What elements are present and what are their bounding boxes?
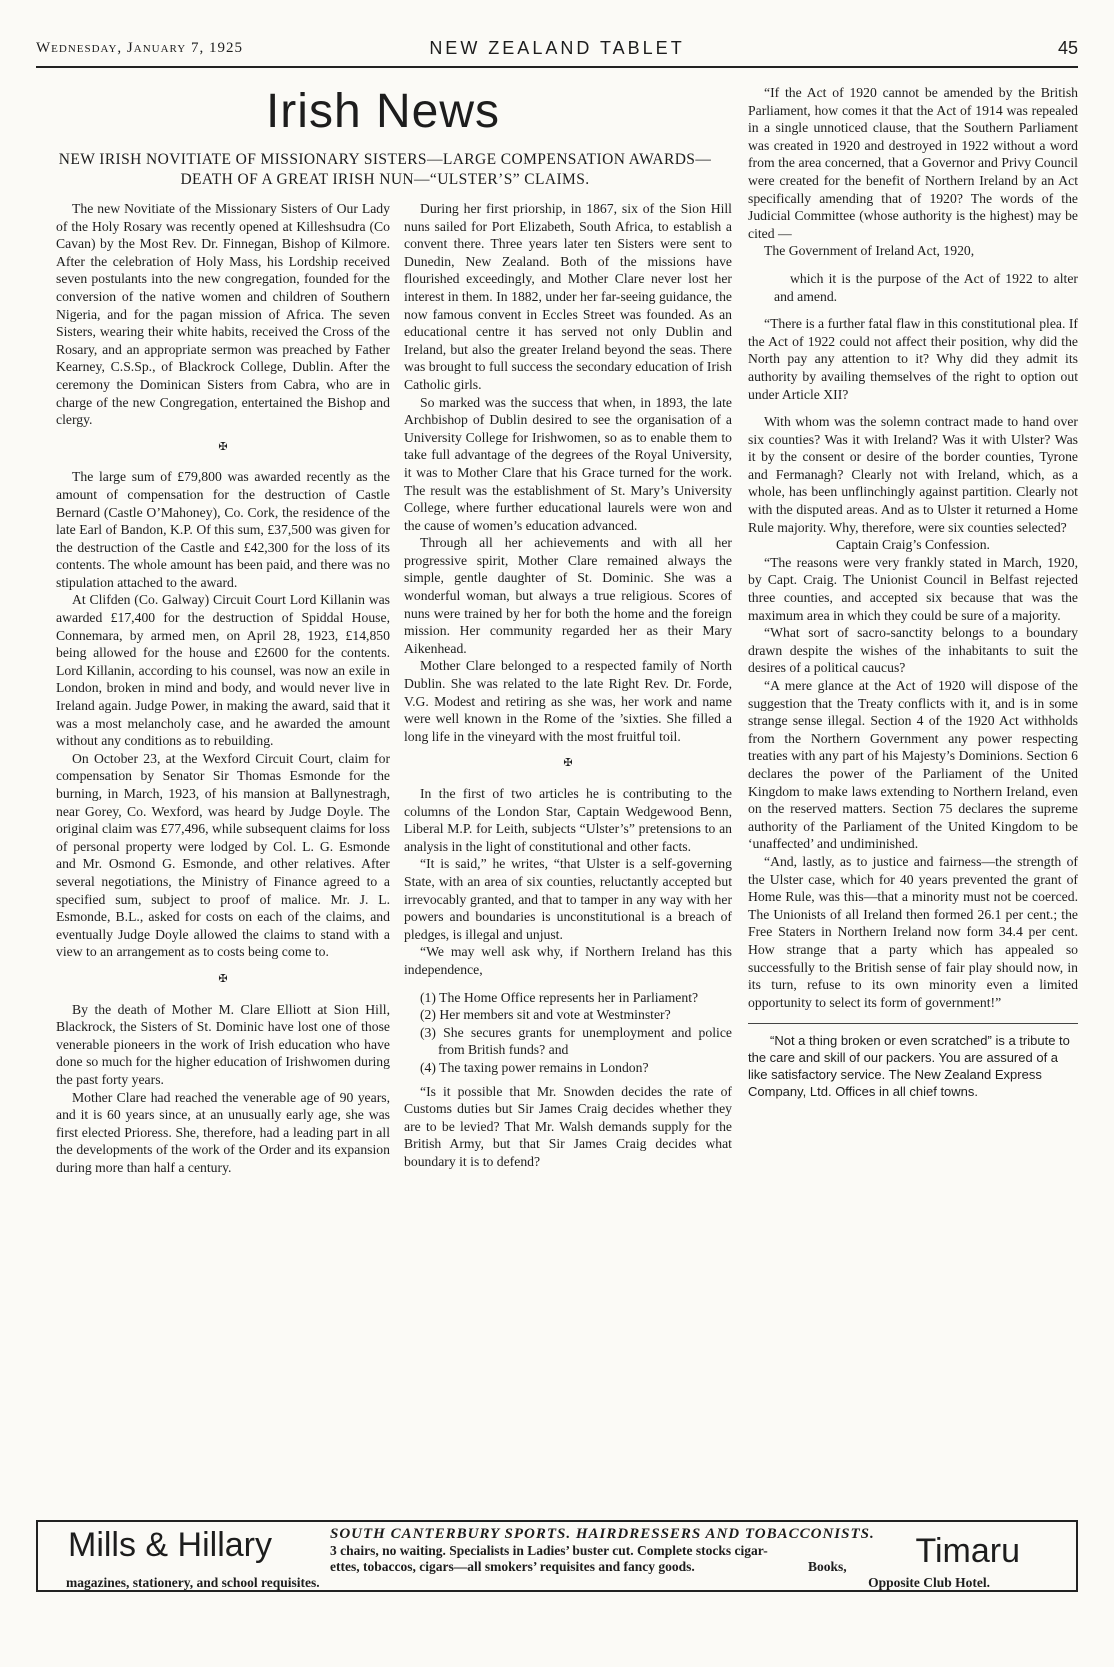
article-subtitle: NEW IRISH NOVITIATE OF MISSIONARY SISTERS—LARGE COMPENSATION AWARDS—DEATH OF A GREAT IRISH NUN—“ULSTER’S” CLAIMS. — [58, 151, 712, 188]
paragraph: In the first of two articles he is contributing to the columns of the London Star, Captain Wedgewood Benn, Liberal M.P. for Leith, subjects “Ulster’s” pretensions to an analysis in the light of constitutional and other facts. — [404, 786, 732, 854]
paragraph: “It is said,” he writes, “that Ulster is a self-governing State, with an area of six counties, reluctantly accepted but irrevocably granted, and that to tamper in any way with her powers and boundaries is unconstitutional is a breach of pledges, is illegal and unjust. — [404, 856, 732, 942]
paragraph: “The reasons were very frankly stated in March, 1920, by Capt. Craig. The Unionist Council in Belfast rejected three counties, and accepted six because that was the maximum area in which they could be sure of a majority. — [748, 554, 1078, 623]
column-2 — [404, 200, 732, 1170]
column-1 — [56, 200, 390, 1176]
page-number: 45 — [1057, 38, 1078, 58]
ornament-divider: ✠ — [218, 972, 228, 985]
advertisement — [36, 1520, 1078, 1592]
paragraph: The Government of Ireland Act, 1920, — [764, 243, 975, 259]
paragraph: “There is a further fatal flaw in this constitutional plea. If the Act of 1922 could not affect their position, why did the North pay any attention to it? Why did they admit its authority by availing themselves of the right to option out under Article XII? — [748, 316, 1078, 402]
page-header — [36, 36, 1078, 68]
paragraph: The large sum of £79,800 was awarded recently as the amount of compensation for the destruction of Castle Bernard (Castle O’Mahoney), Co. Cork, the residence of the late Earl of Bandon, K.P. Of this sum, £37,500 was given for the destruction of the Castle and £42,300 for the loss of its contents. The whole amount has been paid, and there was no stipulation attached to the award. — [56, 469, 390, 590]
quoted-clause: which it is the purpose of the Act of 1922 to alter and amend. — [774, 270, 1078, 304]
shipping-notice — [748, 1032, 1078, 1100]
paragraph: “And, lastly, as to justice and fairness—the strength of the Ulster case, which for 40 years prevented the grant of Home Rule, was this—that a minority must not be coerced. The Unionists of all Ireland then formed 26.1 per cent.; the Free Staters in Northern Ireland now form 34.4 per cent. How strange that a party which has appealed so successfully to the British sense of fair play should now, in its turn, refuse to its own minority even a limited opportunity to select its form of government!” — [748, 853, 1078, 1010]
article-title: Irish News — [265, 85, 501, 138]
list-item: (2) Her members sit and vote at Westminster? — [420, 1007, 671, 1023]
ad-town: Timaru — [915, 1532, 1020, 1570]
ornament-divider: ✠ — [563, 757, 573, 770]
ornament-divider: ✠ — [218, 440, 228, 453]
ad-headline: SOUTH CANTERBURY SPORTS. HAIRDRESSERS AND TOBACCONISTS. — [330, 1526, 875, 1542]
ad-line: magazines, stationery, and school requisites. — [66, 1575, 320, 1590]
ad-line: Books, — [808, 1559, 847, 1574]
paragraph: Mother Clare belonged to a respected family of North Dublin. She was related to the late Right Rev. Dr. Forde, V.G. Modest and retiring as she was, her work and name were well known in the Rome of the ’sixties. She filled a long life in the vineyard with the most fruitful toil. — [404, 658, 732, 744]
ad-address: Opposite Club Hotel. — [868, 1575, 990, 1590]
paragraph: On October 23, at the Wexford Circuit Court, claim for compensation by Senator Sir Thomas Esmonde for the burning, in March, 1923, of his mansion at Ballynestragh, near Gorey, Co. Wexford, was heard by Judge Doyle. The original claim was £77,496, while subsequent claims for loss of personal property were lodged by Col. L. G. Esmonde and Mr. Osmond G. Esmonde, and other relatives. After several negotiations, the Ministry of Finance agreed to a specified sum, subject to proof of malice. Mr. J. L. Esmonde, B.L., asked for costs on each of the claims, and eventually Judge Doyle allowed the claims to stand with a view to an arrangement as to costs being come to. — [56, 750, 390, 960]
paragraph: Through all her achievements and with all her progressive spirit, Mother Clare remained always the simple, gentle daughter of St. Dominic. She was a wonderful woman, but always a true religious. Scores of nuns were trained by her for both the home and the foreign mission. Her community regarded her as their Mary Aikenhead. — [404, 535, 732, 656]
paragraph: “What sort of sacro-sanctity belongs to a boundary drawn despite the wishes of the inhabitants to suit the desires of a political caucus? — [748, 625, 1078, 676]
ad-brand: Mills & Hillary — [68, 1526, 272, 1564]
section-heading: Captain Craig’s Confession. — [836, 537, 990, 553]
paragraph: With whom was the solemn contract made to hand over six counties? Was it with Ireland? Was it with Ulster? Was it by the consent or desire of the border counties, Tyrone and Fermanagh? Clearly not with Ireland, which, as a whole, has been unflinchingly against partition. Clearly not with the disputed areas. And as to Ulster it returned a Home Rule majority. Why, therefore, were six counties selected? — [748, 414, 1078, 535]
list-item: (4) The taxing power remains in London? — [420, 1059, 649, 1075]
paragraph: During her first priorship, in 1867, six of the Sion Hill nuns sailed for Port Elizabeth, South Africa, to establish a convent there. Three years later ten Sisters were sent to Dunedin, New Zealand. Both of the missions have flourished exceedingly, and Mother Clare never lost her interest in them. In 1882, under her far-seeing guidance, the now famous convent in Eccles Street was founded. As an educational centre it has served not only Dublin and Ireland, but also the greater Ireland beyond the seas. There was brought to full success the secondary education of Irish Catholic girls. — [404, 201, 732, 392]
paragraph: “A mere glance at the Act of 1920 will dispose of the suggestion that the Treaty conflicts with it, and is in some strange sense illegal. Section 4 of the 1920 Act withholds from the Northern Government any power respecting treaties with any part of his Majesty’s Dominions. Section 6 declares the power of the Parliament of the United Kingdom to make laws extending to Northern Ireland, even on the reserved matters. Section 75 declares the supreme authority of the Parliament of the United Kingdom to be ‘unaffected’ and undiminished. — [748, 678, 1078, 852]
list-item: (1) The Home Office represents her in Parliament? — [420, 989, 699, 1005]
ad-line: ettes, tobaccos, cigars—all smokers’ requisites and fancy goods. — [330, 1559, 695, 1574]
divider-rule — [748, 1023, 1078, 1024]
paragraph: Mother Clare had reached the venerable age of 90 years, and it is 60 years since, at an unusually early age, she was first elected Prioress. She, therefore, had a leading part in all the developments of the work of the Order and its expansion during more than half a century. — [56, 1089, 390, 1175]
paragraph: “If the Act of 1920 cannot be amended by the British Parliament, how comes it that the Act of 1914 was repealed in a single unnoticed clause, that the Southern Parliament was created in 1920 and destroyed in 1922 without a word from the area concerned, that a Governor and Privy Council were created for the benefit of Northern Ireland by an Act specifically amending that of 1920? The words of the Judicial Committee (whose authority is the highest) may be cited — — [748, 85, 1078, 241]
list-item: (3) She secures grants for unemployment and police from British funds? and — [420, 1024, 732, 1058]
paragraph: At Clifden (Co. Galway) Circuit Court Lord Killanin was awarded £17,400 for the destruction of Spiddal House, Connemara, by armed men, on April 28, 1923, £14,850 being allowed for the house and £2600 for the contents. Lord Killanin, according to his counsel, was now an exile in London, broken in mind and body, and would never live in Ireland again. Judge Power, in making the award, said that it was a most melancholy case, and he awarded the amount without any conditions as to rebuilding. — [56, 592, 390, 749]
paragraph: By the death of Mother M. Clare Elliott at Sion Hill, Blackrock, the Sisters of St. Dominic have lost one of those venerable pioneers in the work of Irish education who have done so much for the higher education of Irishwomen during the past forty years. — [56, 1001, 390, 1087]
paragraph: So marked was the success that when, in 1893, the late Archbishop of Dublin desired to see the organisation of a University College for Irishwomen, so as to enable them to take full advantage of the degrees of the Royal University, it was to Mother Clare that his Grace turned for the work. The result was the establishment of St. Mary’s University College, where further educational laurels were won and the cause of women’s education advanced. — [404, 394, 732, 533]
issue-date: Wednesday, January 7, 1925 — [36, 40, 243, 56]
question-list — [404, 989, 732, 1077]
paragraph: “We may well ask why, if Northern Ireland has this independence, — [404, 944, 732, 977]
paragraph: The new Novitiate of the Missionary Sisters of Our Lady of the Holy Rosary was recently opened at Killeshsudra (Co Cavan) by the Most Rev. Dr. Finnegan, Bishop of Kilmore. After the celebration of Holy Mass, his Lordship received seven postulants into the new congregation, founded for the conversion of the native women and children of Southern Nigeria, and for the pagan mission of Africa. The seven Sisters, wearing their white habits, received the Cross of the Rosary, and an appropriate sermon was preached by Father Kearney, C.S.Sp., of Blackrock College, Dublin. After the ceremony the Dominican Sisters from Cabra, who are in charge of the new Congregation, entertained the Bishop and clergy. — [56, 201, 390, 428]
paragraph: “Is it possible that Mr. Snowden decides the rate of Customs duties but Sir James Craig decides whether they are to be levied? That Mr. Walsh demands supply for the British Army, but that Sir James Craig decides what boundary it is to defend? — [404, 1083, 732, 1169]
column-3 — [748, 84, 1078, 1100]
masthead: NEW ZEALAND TABLET — [429, 38, 685, 58]
ad-line: 3 chairs, no waiting. Specialists in Ladies’ buster cut. Complete stocks cigar- — [330, 1543, 768, 1558]
notice-text: “Not a thing broken or even scratched” is a tribute to the care and skill of our packers. You are assured of a like satisfactory service. The New Zealand Express Company, Ltd. Offices in all chief towns. — [748, 1033, 1070, 1100]
